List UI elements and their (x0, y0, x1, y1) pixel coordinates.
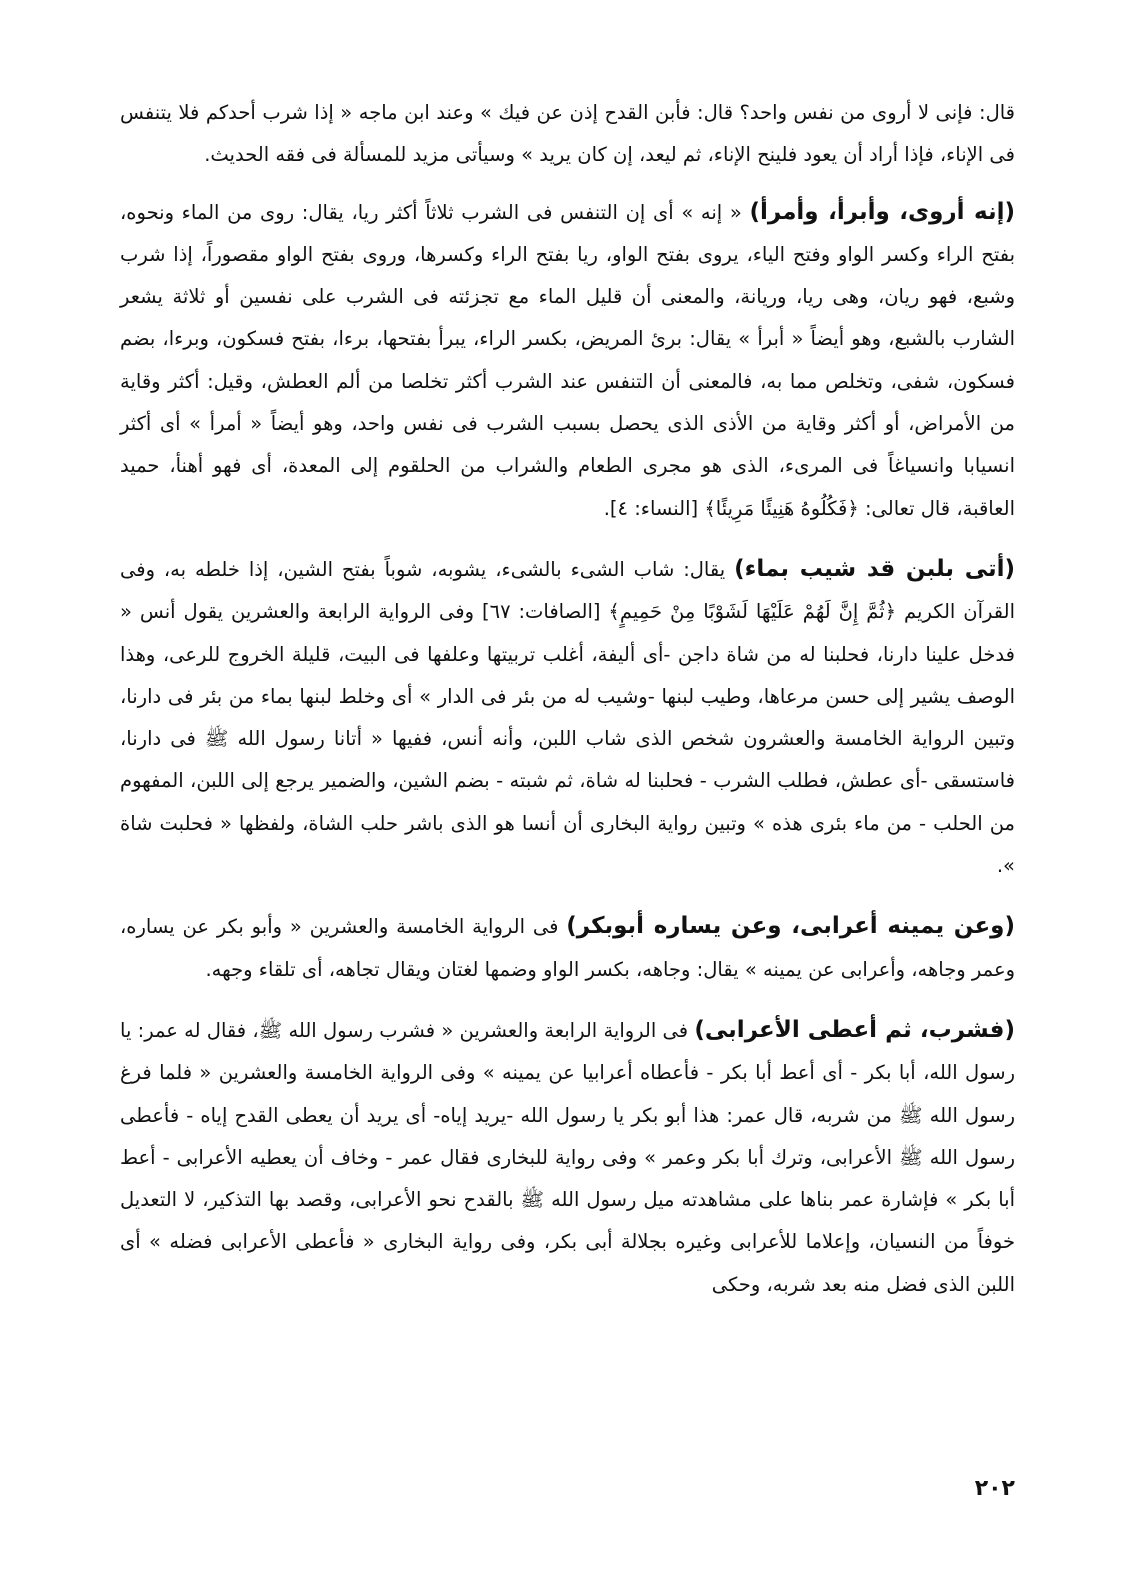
paragraph-4 (120, 905, 1015, 991)
page-content (120, 92, 1015, 1324)
paragraph-2-heading: (إنه أروى، وأبرأ، وأمرأ) (749, 198, 1015, 225)
paragraph-3 (120, 548, 1015, 887)
paragraph-5-body: فى الرواية الرابعة والعشرين « فشرب رسول الله ﷺ، فقال له عمر: يا رسول الله، أبا بكر - أى أعط أبا بكر - فأعطاه أعرابيا عن يمينه » وفى الرواية الخامسة والعشرين « فلما فرغ رسول الله ﷺ من شربه، قال عمر: هذا أبو بكر يا رسول الله -يريد إياه- أى يريد أن يعطى القدح إياه - فأعطى رسول الله ﷺ الأعرابى، وترك أبا بكر وعمر » وفى رواية للبخارى فقال عمر - وخاف أن يعطيه الأعرابى - أعط أبا بكر » فإشارة عمر بناها على مشاهدته ميل رسول الله ﷺ بالقدح نحو الأعرابى، وقصد بها التذكير، لا التعديل خوفاً من النسيان، وإعلاما للأعرابى وغيره بجلالة أبى بكر، وفى رواية البخارى « فأعطى الأعرابى فضله » أى اللبن الذى فضل منه بعد شربه، وحكى (120, 1018, 1015, 1296)
paragraph-2 (120, 191, 1015, 530)
paragraph-2-body: « إنه » أى إن التنفس فى الشرب ثلاثاً أكثر ريا، يقال: روى من الماء ونحوه، بفتح الراء وكسر الواو وفتح الياء، يروى بفتح الواو، ريا بفتح الراء وكسرها، وروى بفتح الواو مقصوراً، إذا شرب وشبع، فهو ريان، وهى ريا، وريانة، والمعنى أن قليل الماء مع تجزئته فى الشرب على نفسين أو ثلاثة يشعر الشارب بالشبع، وهو أيضاً « أبرأ » يقال: برئ المريض، بكسر الراء، يبرأ بفتحها، برءا، بفتح فسكون، وبرءا، بضم فسكون، شفى، وتخلص مما به، فالمعنى أن التنفس عند الشرب أكثر تخلصا من ألم العطش، وقيل: أكثر وقاية من الأمراض، أو أكثر وقاية من الأذى الذى يحصل بسبب الشرب فى نفس واحد، وهو أيضاً « أمرأ » أى أكثر انسيابا وانسياغاً فى المرىء، الذى هو مجرى الطعام والشراب من الحلقوم إلى المعدة، أى فهو أهنأ، حميد العاقبة، قال تعالى: ﴿فَكُلُوهُ هَنِيئًا مَرِيئًا﴾ [النساء: ٤]. (120, 200, 1015, 520)
paragraph-3-heading: (أتى بلبن قد شيب بماء) (734, 555, 1015, 582)
paragraph-1-body: قال: فإنى لا أروى من نفس واحد؟ قال: فأبن القدح إذن عن فيك » وعند ابن ماجه « إذا شرب أحدكم فلا يتنفس فى الإناء، فإذا أراد أن يعود فلينح الإناء، ثم ليعد، إن كان يريد » وسيأتى مزيد للمسألة فى فقه الحديث. (120, 101, 1015, 167)
page-number: ٢٠٢ (974, 1476, 1015, 1501)
paragraph-5-heading: (فشرب، ثم أعطى الأعرابى) (694, 1016, 1015, 1043)
paragraph-4-body: فى الرواية الخامسة والعشرين « وأبو بكر عن يساره، وعمر وجاهه، وأعرابى عن يمينه » يقال: وجاهه، بكسر الواو وضمها لغتان ويقال تجاهه، أى تلقاء وجهه. (120, 915, 1015, 981)
paragraph-4-heading: (وعن يمينه أعرابى، وعن يساره أبوبكر) (566, 913, 1015, 940)
paragraph-5 (120, 1009, 1015, 1306)
paragraph-1 (120, 92, 1015, 177)
paragraph-3-body: يقال: شاب الشىء بالشىء، يشوبه، شوباً بفتح الشين، إذا خلطه به، وفى القرآن الكريم ﴿ثُمَّ إِنَّ لَهُمْ عَلَيْهَا لَشَوْبًا مِنْ حَمِيمٍ﴾ [الصافات: ٦٧] وفى الرواية الرابعة والعشرين يقول أنس « فدخل علينا دارنا، فحلبنا له من شاة داجن -أى أليفة، أغلب تربيتها وعلفها فى البيت، قليلة الخروج للرعى، وهذا الوصف يشير إلى حسن مرعاها، وطيب لبنها -وشيب له من بئر فى الدار » أى وخلط لبنها بماء من بئر فى دارنا، وتبين الرواية الخامسة والعشرون شخص الذى شاب اللبن، وأنه أنس، ففيها « أتانا رسول الله ﷺ فى دارنا، فاستسقى -أى عطش، فطلب الشرب - فحلبنا له شاة، ثم شبته - بضم الشين، والضمير يرجع إلى اللبن، المفهوم من الحلب - من ماء بئرى هذه » وتبين رواية البخارى أن أنسا هو الذى باشر حلب الشاة، ولفظها « فحلبت شاة ». (120, 557, 1015, 878)
